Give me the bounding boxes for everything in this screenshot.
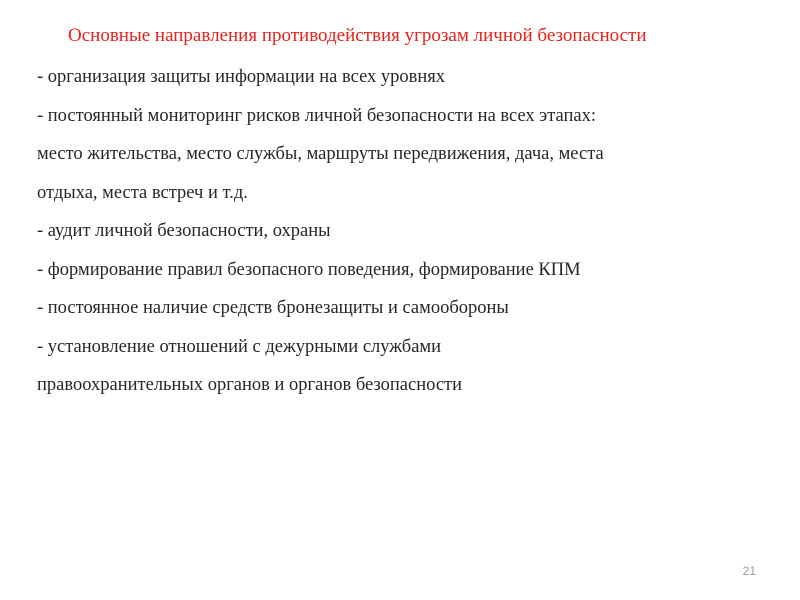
body-line: место жительства, место службы, маршруты передвижения, дача, места [37, 144, 604, 164]
page-number: 21 [742, 564, 756, 578]
body-line: правоохранительных органов и органов безопасности [37, 375, 463, 395]
body-line: - формирование правил безопасного поведения, формирование КПМ [37, 259, 581, 280]
body-line: - постоянный мониторинг рисков личной безопасности на всех этапах: [37, 105, 597, 126]
body-line: - постоянное наличие средств бронезащиты и самообороны [37, 298, 509, 318]
body-line: - аудит личной безопасности, охраны [37, 221, 331, 241]
slide-title: Основные направления противодействия угрозам личной безопасности [68, 25, 647, 46]
slide-body [37, 64, 777, 411]
body-line: отдыха, места встреч и т.д. [37, 182, 248, 203]
body-line: - установление отношений с дежурными службами [37, 336, 442, 357]
body-line: - организация защиты информации на всех уровнях [37, 67, 446, 87]
